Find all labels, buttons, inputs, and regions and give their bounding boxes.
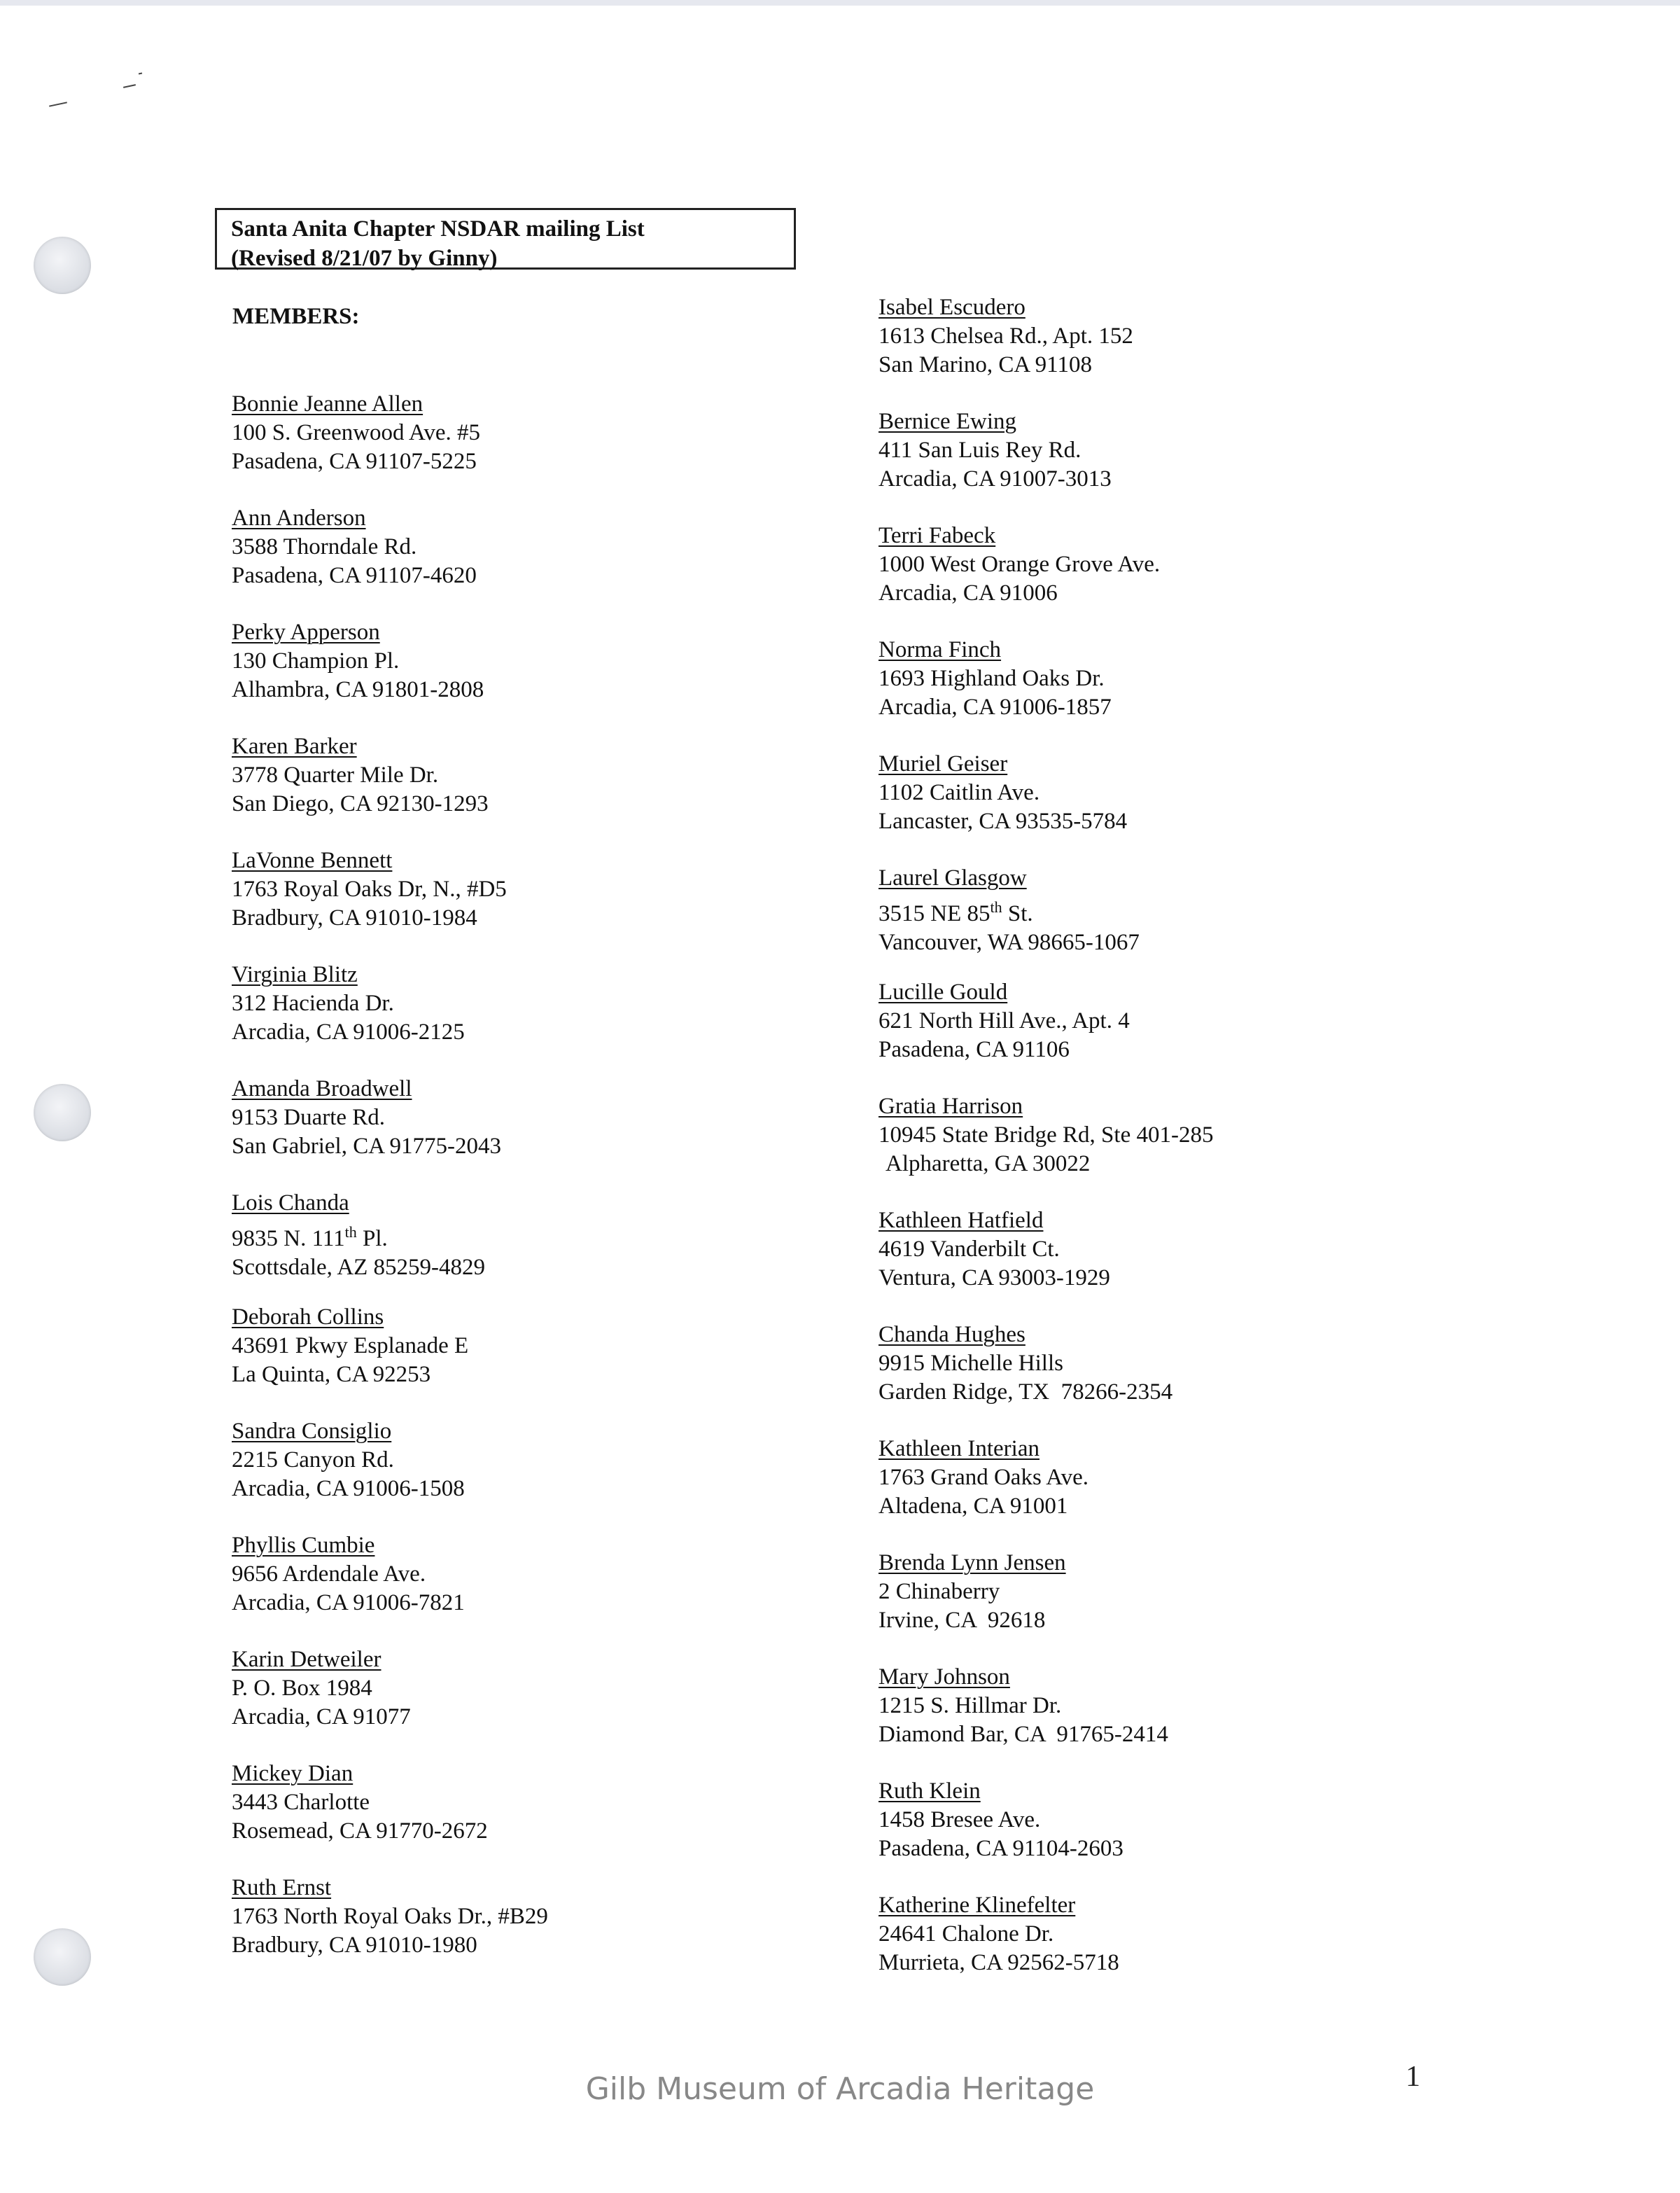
member-entry [878,1891,1119,1977]
city-line: Lancaster, CA 93535-5784 [878,809,1128,834]
city-line: Garden Ridge, TX 78266-2354 [878,1379,1173,1405]
address-line: 411 San Luis Rey Rd. [878,438,1082,463]
member-name: Katherine Klinefelter [878,1893,1076,1918]
address-line: 312 Hacienda Dr. [232,991,394,1016]
address-line: 1458 Bresee Ave. [878,1807,1041,1832]
city-line: La Quinta, CA 92253 [232,1362,431,1387]
address-line: 1763 Grand Oaks Ave. [878,1465,1088,1490]
address-line-part: Pl. [356,1226,388,1251]
address-line: 3588 Thorndale Rd. [232,534,417,559]
city-line: Scottsdale, AZ 85259-4829 [232,1255,486,1280]
member-entry [232,961,465,1047]
city-line: Murrieta, CA 92562-5718 [878,1950,1119,1975]
member-entry [878,1321,1172,1407]
member-name: LaVonne Bennett [232,848,393,873]
member-entry [232,618,484,704]
address-line: 1693 Highland Oaks Dr. [878,666,1105,691]
city-line: Diamond Bar, CA 91765-2414 [878,1722,1168,1747]
city-line: Arcadia, CA 91006-1857 [878,695,1112,720]
ordinal-suffix: th [344,1223,357,1241]
member-entry [878,408,1112,494]
address-line: 1763 Royal Oaks Dr, N., #D5 [232,877,507,902]
member-name: Virginia Blitz [232,962,358,987]
address-line: 1102 Caitlin Ave. [878,780,1040,805]
member-name: Ann Anderson [232,506,366,531]
city-line: San Gabriel, CA 91775-2043 [232,1134,501,1159]
address-line: 9915 Michelle Hills [878,1351,1063,1376]
address-line [878,893,1140,928]
member-name: Karen Barker [232,734,357,759]
member-name: Kathleen Interian [878,1436,1040,1461]
member-entry [878,1206,1110,1293]
city-line: Bradbury, CA 91010-1984 [232,905,477,931]
address-line-part: 9835 N. 111 [232,1226,345,1251]
member-entry [232,847,507,933]
member-name: Ruth Klein [878,1778,981,1804]
member-entry [232,1760,488,1846]
member-entry [232,1531,465,1617]
city-line: Arcadia, CA 91006-7821 [232,1590,465,1615]
city-line: Irvine, CA 92618 [878,1608,1046,1633]
member-entry [878,1435,1088,1521]
city-line: Arcadia, CA 91006 [878,580,1058,606]
address-line: 130 Champion Pl. [232,648,400,674]
city-line: Alhambra, CA 91801-2808 [232,677,484,702]
page-number: 1 [1406,2061,1420,2093]
city-line: Bradbury, CA 91010-1980 [232,1933,477,1958]
city-line: Vancouver, WA 98665-1067 [878,930,1140,955]
section-heading: MEMBERS: [232,304,360,329]
address-line: 1000 West Orange Grove Ave. [878,552,1161,577]
address-line: 3778 Quarter Mile Dr. [232,763,439,788]
member-name: Laurel Glasgow [878,865,1027,891]
revision-line: (Revised 8/21/07 by Ginny) [231,246,498,271]
city-line: Alpharetta, GA 30022 [886,1151,1091,1176]
punch-hole [34,1928,91,1986]
title-line: Santa Anita Chapter NSDAR mailing List [231,216,645,242]
museum-footer: Gilb Museum of Arcadia Heritage [585,2071,1095,2107]
address-line: 24641 Chalone Dr. [878,1921,1054,1947]
member-entry [878,1663,1168,1749]
address-line: 1215 S. Hillmar Dr. [878,1693,1062,1718]
city-line: Arcadia, CA 91077 [232,1704,411,1729]
member-name: Terri Fabeck [878,523,996,548]
city-line: Pasadena, CA 91104-2603 [878,1836,1124,1861]
member-name: Kathleen Hatfield [878,1208,1044,1233]
member-entry [232,1303,468,1389]
city-line: Pasadena, CA 91107-4620 [232,563,477,588]
address-line-part: St. [1002,901,1033,926]
city-line: Pasadena, CA 91106 [878,1037,1070,1062]
city-line: Arcadia, CA 91007-3013 [878,466,1112,492]
member-name: Mary Johnson [878,1664,1010,1690]
address-line: 3443 Charlotte [232,1790,370,1815]
punch-hole [34,237,91,294]
title-box [215,208,796,270]
address-line: 2215 Canyon Rd. [232,1447,394,1473]
member-name: Muriel Geiser [878,751,1008,777]
city-line: San Diego, CA 92130-1293 [232,791,489,816]
city-line: Altadena, CA 91001 [878,1494,1068,1519]
address-line: 2 Chinaberry [878,1579,1000,1604]
address-line: 9656 Ardendale Ave. [232,1561,426,1587]
member-entry [878,636,1112,722]
member-entry [878,522,1160,608]
address-line: 1613 Chelsea Rd., Apt. 152 [878,323,1133,349]
member-name: Lucille Gould [878,980,1008,1005]
address-line: P. O. Box 1984 [232,1676,372,1701]
member-entry [878,864,1140,957]
city-line: Arcadia, CA 91006-2125 [232,1019,465,1045]
member-entry [232,1189,485,1282]
member-entry [232,1417,465,1503]
member-entry [878,1549,1066,1635]
member-name: Karin Detweiler [232,1647,382,1672]
member-name: Deborah Collins [232,1304,384,1330]
address-line: 100 S. Greenwood Ave. #5 [232,420,481,445]
address-line: 10945 State Bridge Rd, Ste 401-285 [878,1122,1214,1148]
city-line: Pasadena, CA 91107-5225 [232,449,477,474]
city-line: Rosemead, CA 91770-2672 [232,1818,488,1844]
member-name: Chanda Hughes [878,1322,1026,1347]
member-entry [232,1645,411,1732]
member-name: Ruth Ernst [232,1875,332,1900]
address-line [232,1218,485,1253]
address-line: 4619 Vanderbilt Ct. [878,1237,1060,1262]
member-name: Mickey Dian [232,1761,354,1786]
address-line: 9153 Duarte Rd. [232,1105,386,1130]
member-name: Gratia Harrison [878,1094,1023,1119]
member-entry [232,732,489,819]
address-line-part: 3515 NE 85 [878,901,990,926]
member-name: Amanda Broadwell [232,1076,412,1101]
member-name: Sandra Consiglio [232,1419,392,1444]
member-name: Bernice Ewing [878,409,1017,434]
scan-top-edge [0,0,1680,6]
member-entry [232,1874,548,1960]
scan-mark [49,102,67,106]
member-name: Perky Apperson [232,620,380,645]
ordinal-suffix: th [990,898,1002,916]
member-entry [878,750,1127,836]
scan-mark [139,73,142,75]
member-entry [232,1075,501,1161]
address-line: 43691 Pkwy Esplanade E [232,1333,469,1358]
member-name: Lois Chanda [232,1190,349,1216]
member-name: Phyllis Cumbie [232,1533,375,1558]
member-entry [878,1777,1124,1863]
member-entry [232,504,477,590]
member-name: Norma Finch [878,637,1002,662]
member-entry [878,978,1130,1064]
punch-hole [34,1084,91,1141]
city-line: Ventura, CA 93003-1929 [878,1265,1110,1290]
member-entry [878,1092,1213,1178]
member-entry [232,390,480,476]
member-name: Brenda Lynn Jensen [878,1550,1066,1575]
scan-mark [123,84,136,88]
member-name: Bonnie Jeanne Allen [232,391,424,417]
member-entry [878,293,1133,380]
city-line: San Marino, CA 91108 [878,352,1092,377]
address-line: 1763 North Royal Oaks Dr., #B29 [232,1904,548,1929]
address-line: 621 North Hill Ave., Apt. 4 [878,1008,1130,1033]
member-name: Isabel Escudero [878,295,1026,320]
city-line: Arcadia, CA 91006-1508 [232,1476,465,1501]
